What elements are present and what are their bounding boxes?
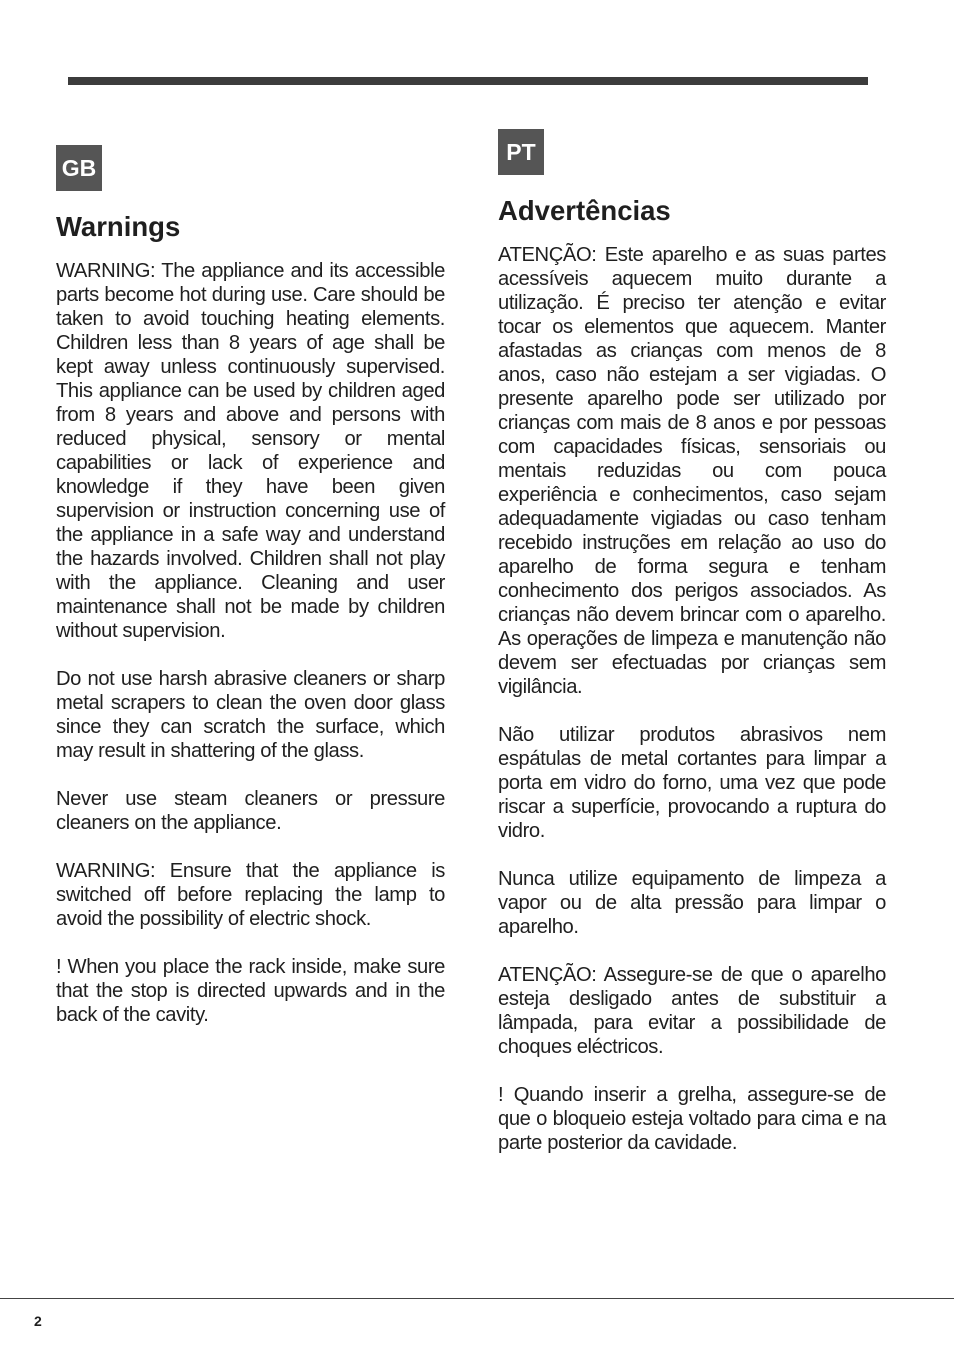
- paragraph: Do not use harsh abrasive cleaners or sharp metal scrapers to clean the oven door glass since they can scratch the surface, which may result in shattering of the glass.: [56, 668, 445, 762]
- paragraph: WARNING: The appliance and its accessible parts become hot during use. Care should be taken to avoid touching heating elements. Children less than 8 years of age shall be kept away unless continuously supervised. This appliance can be used by children aged from 8 years and above and persons with reduced physical, sensory or mental capabilities or lack of experience and knowledge if they have been given supervision or instruction concerning use of the appliance in a safe way and understand the hazards involved. Children shall not play with the appliance. Cleaning and user maintenance shall not be made by children without supervision.: [56, 260, 445, 642]
- paragraph: Não utilizar produtos abrasivos nem espátulas de metal cortantes para limpar a porta em vidro do forno, uma vez que pode riscar a superfície, provocando a ruptura do vidro.: [498, 724, 886, 842]
- language-badge-gb: GB: [56, 145, 102, 191]
- paragraph: Never use steam cleaners or pressure cleaners on the appliance.: [56, 788, 445, 834]
- top-divider: [68, 77, 868, 85]
- page-number: 2: [34, 1313, 42, 1329]
- advertencias-text: [498, 243, 886, 1179]
- section-title-warnings: Warnings: [56, 211, 181, 242]
- paragraph: ! When you place the rack inside, make sure that the stop is directed upwards and in the back of the cavity.: [56, 956, 445, 1026]
- section-title-advertencias: Advertências: [498, 195, 671, 226]
- paragraph: Nunca utilize equipamento de limpeza a vapor ou de alta pressão para limpar o aparelho.: [498, 868, 886, 938]
- paragraph: ATENÇÃO: Este aparelho e as suas partes acessíveis aquecem muito durante a utilização. É preciso ter atenção e evitar tocar os elementos que aquecem. Manter afastadas as crianças com menos de 8 anos, caso não estejam a ser vigiadas. O presente aparelho pode ser utilizado por crianças com mais de 8 anos e por pessoas com capacidades físicas, sensoriais ou mentais reduzidas ou com pouca experiência e conhecimentos, caso sejam adequadamente vigiadas ou caso tenham recebido instruções em relação ao uso do aparelho de forma segura e tenham conhecimento dos perigos associados. As crianças não devem brincar com o aparelho. As operações de limpeza e manutenção não devem ser efectuadas por crianças sem vigilância.: [498, 244, 886, 698]
- footer-divider: [0, 1298, 954, 1299]
- paragraph: ATENÇÃO: Assegure-se de que o aparelho esteja desligado antes de substituir a lâmpada, para evitar a possibilidade de choques eléctricos.: [498, 964, 886, 1058]
- language-badge-pt: PT: [498, 129, 544, 175]
- paragraph: ! Quando inserir a grelha, assegure-se de que o bloqueio esteja voltado para cima e na parte posterior da cavidade.: [498, 1084, 886, 1154]
- paragraph: WARNING: Ensure that the appliance is switched off before replacing the lamp to avoid the possibility of electric shock.: [56, 860, 445, 930]
- warnings-text: [56, 259, 445, 1051]
